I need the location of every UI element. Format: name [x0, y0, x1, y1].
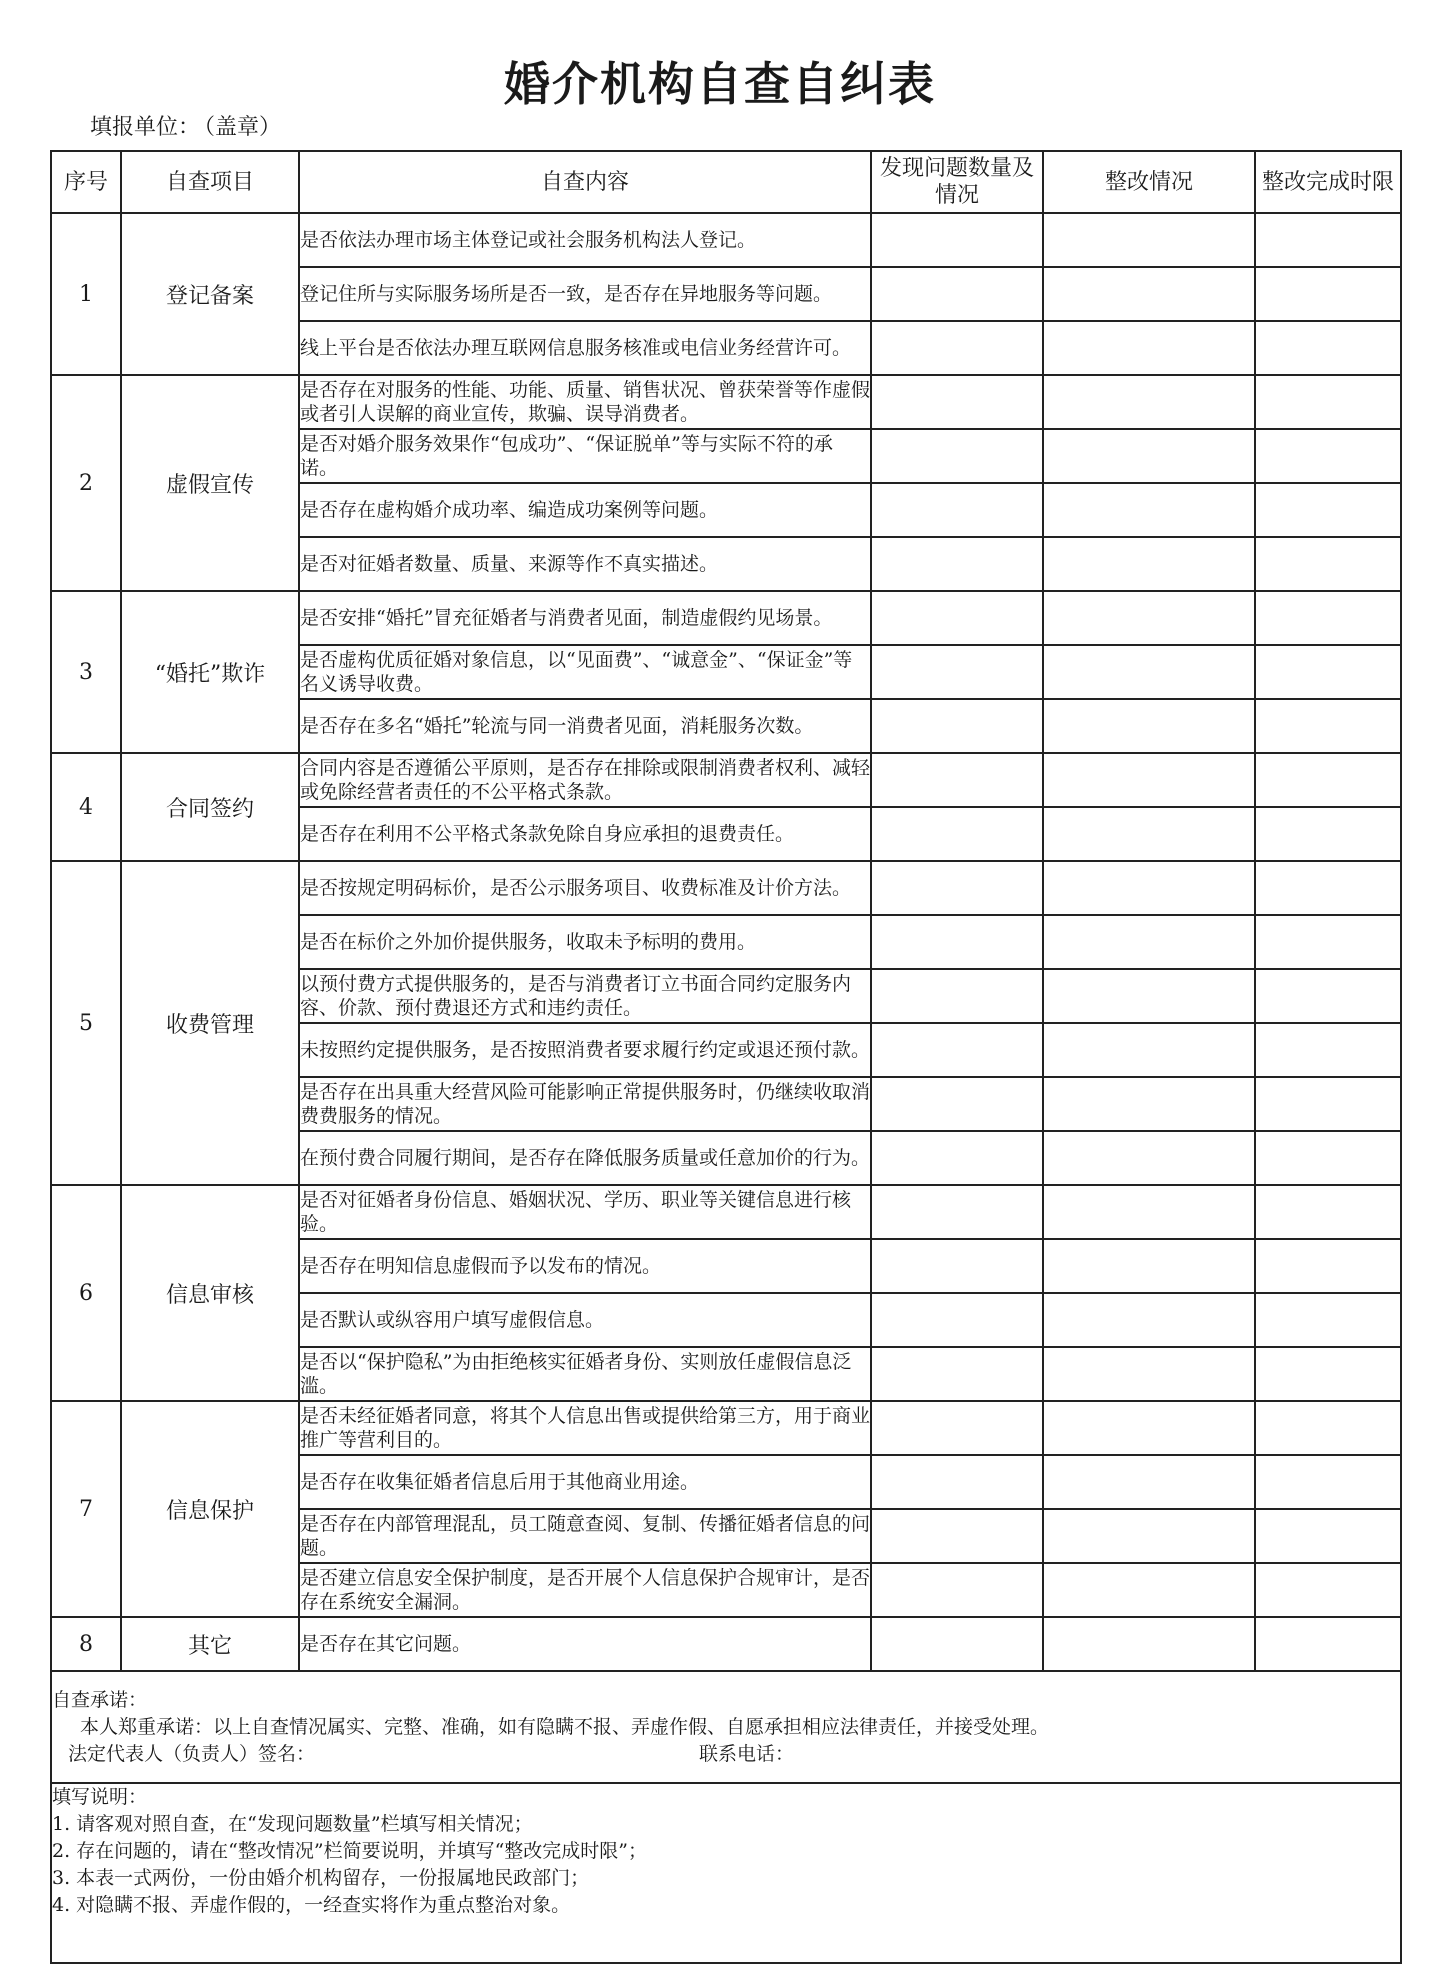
row-seq: 2 — [51, 375, 121, 591]
table-row — [51, 591, 1401, 645]
header-deadline: 整改完成时限 — [1255, 151, 1401, 213]
rectification-cell[interactable] — [1043, 699, 1255, 753]
row-seq: 7 — [51, 1401, 121, 1617]
issues-cell[interactable] — [871, 1185, 1043, 1239]
instruction-item: 2. 存在问题的，请在“整改情况”栏简要说明，并填写“整改完成时限”； — [52, 1840, 648, 1862]
instructions-block — [51, 1783, 1401, 1963]
row-content: 是否未经征婚者同意，将其个人信息出售或提供给第三方，用于商业推广等营利目的。 — [299, 1401, 871, 1455]
header-seq: 序号 — [51, 151, 121, 213]
issues-cell[interactable] — [871, 483, 1043, 537]
row-content: 是否对征婚者数量、质量、来源等作不真实描述。 — [299, 537, 871, 591]
row-content: 是否依法办理市场主体登记或社会服务机构法人登记。 — [299, 213, 871, 267]
row-content: 是否虚构优质征婚对象信息，以“见面费”、“诚意金”、“保证金”等名义诱导收费。 — [299, 645, 871, 699]
issues-cell[interactable] — [871, 1563, 1043, 1617]
commitment-block — [51, 1671, 1401, 1783]
rectification-cell[interactable] — [1043, 1077, 1255, 1131]
signature-line — [52, 1741, 1400, 1768]
row-item: 收费管理 — [121, 861, 299, 1185]
table-row — [51, 1617, 1401, 1671]
deadline-cell[interactable] — [1255, 1293, 1401, 1347]
form-title: 婚介机构自查自纠表 — [504, 57, 936, 111]
row-item: “婚托”欺诈 — [121, 591, 299, 753]
table-row — [51, 753, 1401, 807]
issues-cell[interactable] — [871, 753, 1043, 807]
deadline-cell[interactable] — [1255, 1455, 1401, 1509]
instructions-heading: 填写说明： — [52, 1786, 148, 1808]
rectification-cell[interactable] — [1043, 591, 1255, 645]
row-seq: 8 — [51, 1617, 121, 1671]
row-item: 合同签约 — [121, 753, 299, 861]
issues-cell[interactable] — [871, 645, 1043, 699]
row-content: 是否对征婚者身份信息、婚姻状况、学历、职业等关键信息进行核验。 — [299, 1185, 871, 1239]
commitment-row — [51, 1671, 1401, 1783]
issues-cell[interactable] — [871, 537, 1043, 591]
issues-cell[interactable] — [871, 699, 1043, 753]
deadline-cell[interactable] — [1255, 1509, 1401, 1563]
rectification-cell[interactable] — [1043, 1023, 1255, 1077]
row-content: 是否默认或纵容用户填写虚假信息。 — [299, 1293, 871, 1347]
row-item: 信息保护 — [121, 1401, 299, 1617]
row-content: 是否存在出具重大经营风险可能影响正常提供服务时，仍继续收取消费费服务的情况。 — [299, 1077, 871, 1131]
instructions-row — [51, 1783, 1401, 1963]
issues-cell[interactable] — [871, 429, 1043, 483]
rectification-cell[interactable] — [1043, 861, 1255, 915]
issues-cell[interactable] — [871, 1347, 1043, 1401]
row-content: 是否安排“婚托”冒充征婚者与消费者见面，制造虚假约见场景。 — [299, 591, 871, 645]
row-seq: 3 — [51, 591, 121, 753]
issues-cell[interactable] — [871, 1509, 1043, 1563]
header-issues: 发现问题数量及情况 — [871, 151, 1043, 213]
rectification-cell[interactable] — [1043, 375, 1255, 429]
rectification-cell[interactable] — [1043, 1563, 1255, 1617]
issues-cell[interactable] — [871, 321, 1043, 375]
instruction-item: 3. 本表一式两份，一份由婚介机构留存，一份报属地民政部门； — [52, 1867, 590, 1889]
row-content: 在预付费合同履行期间，是否存在降低服务质量或任意加价的行为。 — [299, 1131, 871, 1185]
issues-cell[interactable] — [871, 591, 1043, 645]
row-seq: 1 — [51, 213, 121, 375]
row-content: 是否在标价之外加价提供服务，收取未予标明的费用。 — [299, 915, 871, 969]
issues-cell[interactable] — [871, 1455, 1043, 1509]
row-content: 是否对婚介服务效果作“包成功”、“保证脱单”等与实际不符的承诺。 — [299, 429, 871, 483]
issues-cell[interactable] — [871, 861, 1043, 915]
issues-cell[interactable] — [871, 1239, 1043, 1293]
row-content: 是否存在多名“婚托”轮流与同一消费者见面，消耗服务次数。 — [299, 699, 871, 753]
deadline-cell[interactable] — [1255, 861, 1401, 915]
rectification-cell[interactable] — [1043, 1509, 1255, 1563]
rectification-cell[interactable] — [1043, 807, 1255, 861]
row-content: 是否存在利用不公平格式条款免除自身应承担的退费责任。 — [299, 807, 871, 861]
header-item: 自查项目 — [121, 151, 299, 213]
header-rectification: 整改情况 — [1043, 151, 1255, 213]
commitment-heading: 自查承诺： — [52, 1688, 148, 1711]
row-content: 合同内容是否遵循公平原则，是否存在排除或限制消费者权利、减轻或免除经营者责任的不公平格式条款。 — [299, 753, 871, 807]
row-content: 以预付费方式提供服务的，是否与消费者订立书面合同约定服务内容、价款、预付费退还方式和违约责任。 — [299, 969, 871, 1023]
deadline-cell[interactable] — [1255, 1347, 1401, 1401]
rectification-cell[interactable] — [1043, 1617, 1255, 1671]
rectification-cell[interactable] — [1043, 1293, 1255, 1347]
issues-cell[interactable] — [871, 267, 1043, 321]
row-content: 是否存在对服务的性能、功能、质量、销售状况、曾获荣誉等作虚假或者引人误解的商业宣传，欺骗、误导消费者。 — [299, 375, 871, 429]
deadline-cell[interactable] — [1255, 1563, 1401, 1617]
row-item: 登记备案 — [121, 213, 299, 375]
issues-cell[interactable] — [871, 213, 1043, 267]
row-content: 是否存在收集征婚者信息后用于其他商业用途。 — [299, 1455, 871, 1509]
deadline-cell[interactable] — [1255, 375, 1401, 429]
rectification-cell[interactable] — [1043, 915, 1255, 969]
rectification-cell[interactable] — [1043, 213, 1255, 267]
row-seq: 6 — [51, 1185, 121, 1401]
deadline-cell[interactable] — [1255, 1077, 1401, 1131]
signature-label: 法定代表人（负责人）签名： — [68, 1742, 316, 1765]
rectification-cell[interactable] — [1043, 483, 1255, 537]
table-row — [51, 1401, 1401, 1455]
table-body — [51, 213, 1401, 1671]
deadline-cell[interactable] — [1255, 483, 1401, 537]
row-content: 是否存在其它问题。 — [299, 1617, 871, 1671]
deadline-cell[interactable] — [1255, 645, 1401, 699]
issues-cell[interactable] — [871, 807, 1043, 861]
instruction-item: 4. 对隐瞒不报、弄虚作假的，一经查实将作为重点整治对象。 — [52, 1894, 571, 1916]
rectification-cell[interactable] — [1043, 645, 1255, 699]
issues-cell[interactable] — [871, 969, 1043, 1023]
deadline-cell[interactable] — [1255, 591, 1401, 645]
table-row — [51, 1185, 1401, 1239]
row-item: 虚假宣传 — [121, 375, 299, 591]
seal-note: （盖章） — [204, 115, 282, 140]
deadline-cell[interactable] — [1255, 1401, 1401, 1455]
deadline-cell[interactable] — [1255, 753, 1401, 807]
issues-cell[interactable] — [871, 1077, 1043, 1131]
filling-unit-label: 填报单位： — [90, 115, 201, 140]
row-content: 是否存在内部管理混乱，员工随意查阅、复制、传播征婚者信息的问题。 — [299, 1509, 871, 1563]
deadline-cell[interactable] — [1255, 267, 1401, 321]
deadline-cell[interactable] — [1255, 321, 1401, 375]
rectification-cell[interactable] — [1043, 429, 1255, 483]
issues-cell[interactable] — [871, 1617, 1043, 1671]
deadline-cell[interactable] — [1255, 1023, 1401, 1077]
deadline-cell[interactable] — [1255, 429, 1401, 483]
rectification-cell[interactable] — [1043, 969, 1255, 1023]
row-content: 未按照约定提供服务，是否按照消费者要求履行约定或退还预付款。 — [299, 1023, 871, 1077]
rectification-cell[interactable] — [1043, 1455, 1255, 1509]
row-seq: 4 — [51, 753, 121, 861]
issues-cell[interactable] — [871, 1131, 1043, 1185]
row-content: 是否存在虚构婚介成功率、编造成功案例等问题。 — [299, 483, 871, 537]
deadline-cell[interactable] — [1255, 1131, 1401, 1185]
self-inspection-table — [50, 150, 1402, 1964]
deadline-cell[interactable] — [1255, 699, 1401, 753]
issues-cell[interactable] — [871, 1401, 1043, 1455]
issues-cell[interactable] — [871, 1293, 1043, 1347]
deadline-cell[interactable] — [1255, 969, 1401, 1023]
deadline-cell[interactable] — [1255, 213, 1401, 267]
header-content: 自查内容 — [299, 151, 871, 213]
header-row — [51, 151, 1401, 213]
row-content: 登记住所与实际服务场所是否一致，是否存在异地服务等问题。 — [299, 267, 871, 321]
row-content: 是否以“保护隐私”为由拒绝核实征婚者身份、实则放任虚假信息泛滥。 — [299, 1347, 871, 1401]
table-row — [51, 375, 1401, 429]
filling-unit — [90, 110, 285, 141]
rectification-cell[interactable] — [1043, 321, 1255, 375]
row-content: 线上平台是否依法办理互联网信息服务核准或电信业务经营许可。 — [299, 321, 871, 375]
rectification-cell[interactable] — [1043, 1185, 1255, 1239]
deadline-cell[interactable] — [1255, 1185, 1401, 1239]
issues-cell[interactable] — [871, 375, 1043, 429]
phone-label: 联系电话： — [699, 1742, 795, 1765]
rectification-cell[interactable] — [1043, 1131, 1255, 1185]
row-seq: 5 — [51, 861, 121, 1185]
instruction-item: 1. 请客观对照自查，在“发现问题数量”栏填写相关情况； — [52, 1813, 533, 1835]
deadline-cell[interactable] — [1255, 537, 1401, 591]
issues-cell[interactable] — [871, 915, 1043, 969]
deadline-cell[interactable] — [1255, 1239, 1401, 1293]
commitment-statement: 本人郑重承诺：以上自查情况属实、完整、准确，如有隐瞒不报、弄虚作假、自愿承担相应法律责任，并接受处理。 — [80, 1715, 1050, 1738]
row-content: 是否按规定明码标价，是否公示服务项目、收费标准及计价方法。 — [299, 861, 871, 915]
table-row — [51, 213, 1401, 267]
deadline-cell[interactable] — [1255, 915, 1401, 969]
issues-cell[interactable] — [871, 1023, 1043, 1077]
rectification-cell[interactable] — [1043, 1347, 1255, 1401]
rectification-cell[interactable] — [1043, 1239, 1255, 1293]
rectification-cell[interactable] — [1043, 267, 1255, 321]
deadline-cell[interactable] — [1255, 807, 1401, 861]
table-row — [51, 861, 1401, 915]
rectification-cell[interactable] — [1043, 537, 1255, 591]
row-item: 信息审核 — [121, 1185, 299, 1401]
rectification-cell[interactable] — [1043, 1401, 1255, 1455]
rectification-cell[interactable] — [1043, 753, 1255, 807]
row-item: 其它 — [121, 1617, 299, 1671]
row-content: 是否存在明知信息虚假而予以发布的情况。 — [299, 1239, 871, 1293]
row-content: 是否建立信息安全保护制度，是否开展个人信息保护合规审计，是否存在系统安全漏洞。 — [299, 1563, 871, 1617]
deadline-cell[interactable] — [1255, 1617, 1401, 1671]
